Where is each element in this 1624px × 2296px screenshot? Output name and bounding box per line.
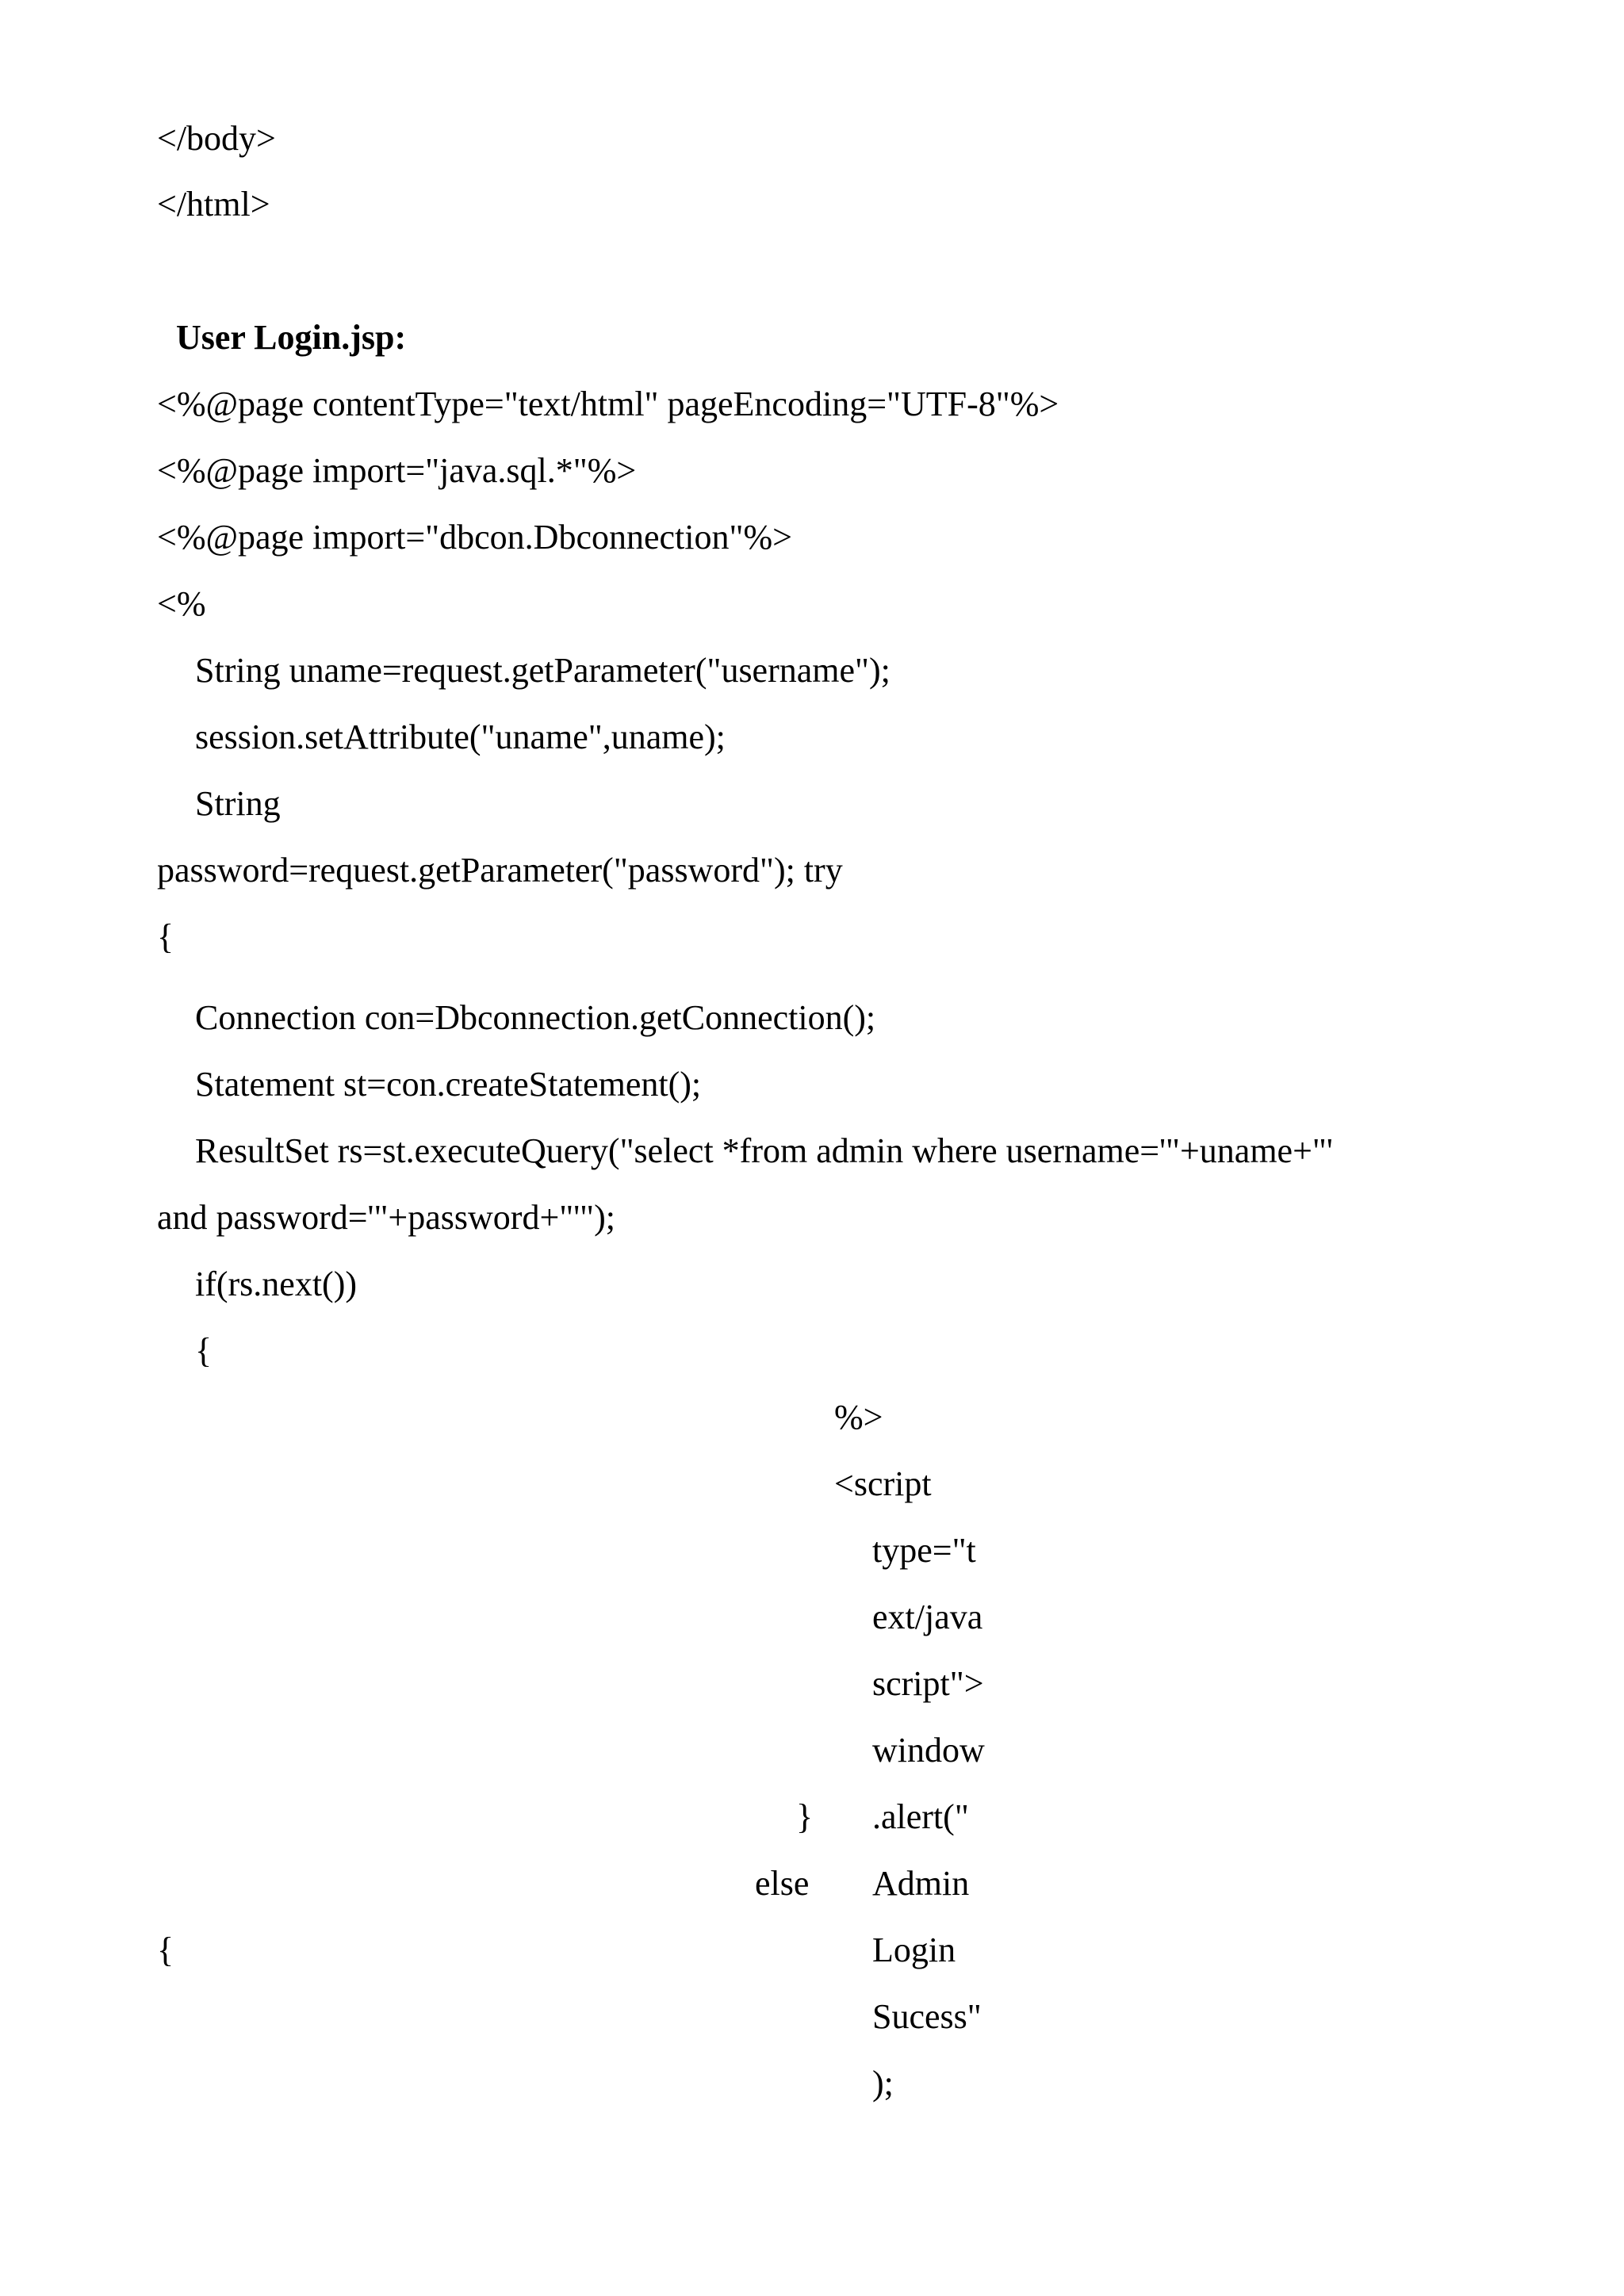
code-script-line: Admin [872, 1864, 970, 1903]
code-else-brace: { [157, 1931, 174, 1969]
code-script-line: script"> [872, 1664, 984, 1703]
code-line-import-dbcon: <%@page import="dbcon.Dbconnection"%> [157, 518, 792, 557]
code-line-body-close: </body> [157, 119, 276, 158]
code-line-resultset: ResultSet rs=st.executeQuery("select *from admin where username='"+uname+"' [195, 1131, 1333, 1170]
code-line-session: session.setAttribute("uname",uname); [195, 718, 726, 756]
code-script-line: type="t [872, 1531, 976, 1570]
code-line-try-brace: { [157, 917, 174, 956]
code-line-if: if(rs.next()) [195, 1265, 358, 1303]
code-script-line: window [872, 1731, 985, 1770]
code-line-if-brace: { [195, 1331, 213, 1370]
code-line-uname: String uname=request.getParameter("username"); [195, 651, 891, 690]
code-line-page-directive: <%@page contentType="text/html" pageEncoding="UTF-8"%> [157, 385, 1059, 423]
code-line-password: password=request.getParameter("password"); try [157, 851, 843, 890]
code-script-line: .alert(" [872, 1797, 969, 1836]
code-line-html-close: </html> [157, 185, 270, 224]
code-close-brace: } [796, 1797, 814, 1836]
code-line-connection: Connection con=Dbconnection.getConnection(); [195, 998, 876, 1037]
code-line-string: String [195, 784, 281, 823]
code-line-and-password: and password='"+password+"'"); [157, 1198, 615, 1237]
code-script-line: Sucess" [872, 1997, 982, 2036]
code-script-line: ); [872, 2064, 894, 2103]
code-line-statement: Statement st=con.createStatement(); [195, 1065, 702, 1104]
section-heading: User Login.jsp: [176, 318, 407, 357]
code-line-scriptlet-open: <% [157, 584, 206, 623]
code-else-keyword: else [755, 1864, 810, 1903]
code-script-line: ext/java [872, 1598, 983, 1636]
code-script-tag: <script [834, 1464, 932, 1503]
code-scriptlet-close: %> [834, 1398, 883, 1437]
code-script-line: Login [872, 1931, 956, 1969]
code-line-import-sql: <%@page import="java.sql.*"%> [157, 451, 637, 490]
